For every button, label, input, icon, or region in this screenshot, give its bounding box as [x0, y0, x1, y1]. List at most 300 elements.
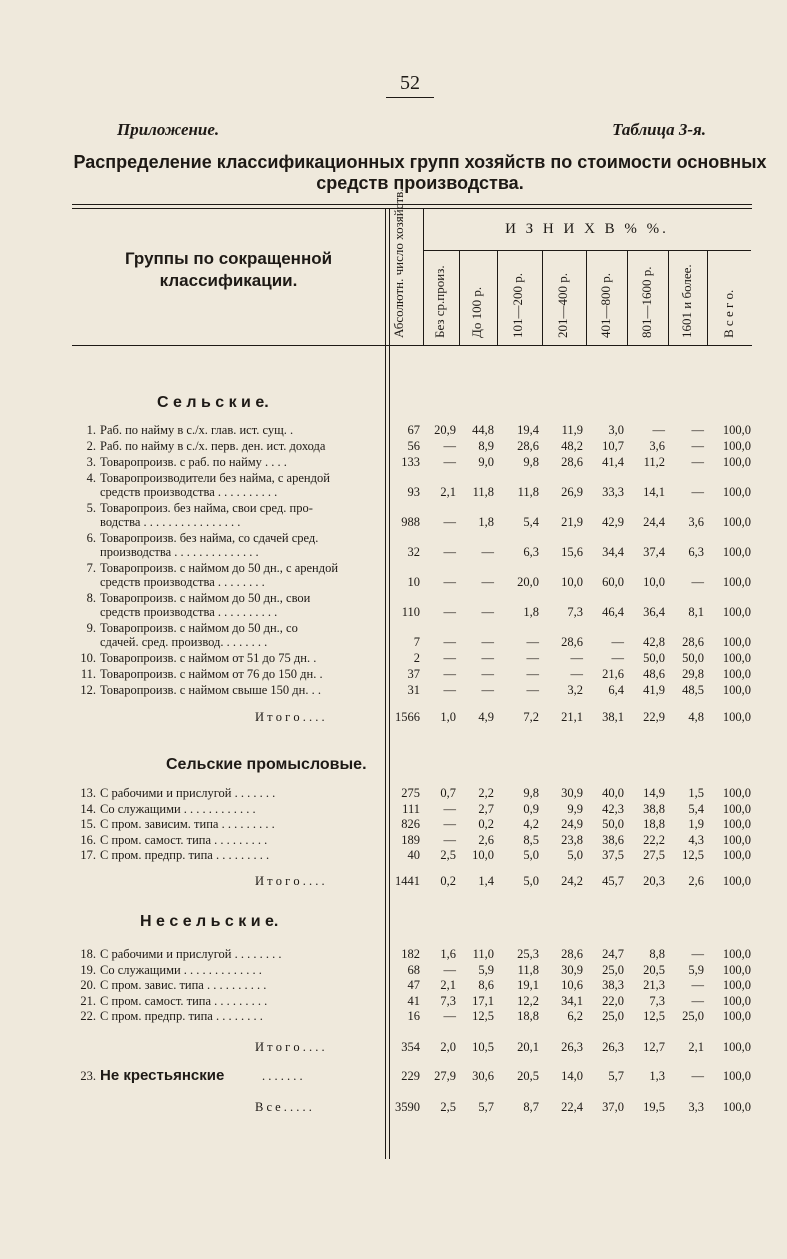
cell-percent: 26,9	[561, 485, 583, 499]
cell-percent: 1,5	[688, 786, 704, 800]
title-line-2: средств производства.	[316, 173, 524, 193]
cell-percent: 7,3	[440, 993, 456, 1008]
cell-percent: —	[443, 575, 456, 589]
cell-percent: 21,9	[561, 515, 583, 529]
row-index: 6.	[86, 531, 96, 545]
row-label: Товаропроизв. с раб. по найму . . . .	[100, 455, 287, 469]
cell-percent: 30,9	[561, 962, 583, 977]
cell-percent: 8,9	[478, 439, 494, 453]
cell-percent: —	[691, 947, 704, 961]
cell-percent: —	[526, 683, 539, 697]
cell-percent: —	[691, 993, 704, 1008]
cell-abs: 41	[407, 993, 420, 1008]
cell-percent: 100,0	[722, 1100, 751, 1114]
cell-percent: 38,6	[602, 832, 624, 847]
cell-percent: 14,1	[643, 485, 665, 499]
cell-percent: 1,6	[440, 947, 456, 961]
cell-percent: —	[691, 455, 704, 469]
cell-percent: 100,0	[722, 993, 751, 1008]
col-header-6: 1601 и более.	[679, 264, 694, 338]
cell-percent: 12,7	[643, 1040, 665, 1054]
column-rule	[497, 251, 498, 345]
groups-header: Группы по сокращенной классификации.	[124, 249, 333, 290]
cell-percent: 11,8	[517, 485, 539, 499]
cell-percent: —	[443, 455, 456, 469]
cell-percent: 33,3	[602, 485, 624, 499]
row-index: 15.	[80, 817, 96, 831]
cell-percent: 34,4	[602, 545, 624, 559]
cell-percent: —	[526, 635, 539, 649]
table-row	[0, 605, 787, 619]
cell-percent: 20,5	[643, 962, 665, 977]
cell-percent: 5,7	[608, 1069, 624, 1083]
table-row	[0, 651, 787, 665]
column-rule	[586, 251, 587, 345]
cell-percent: 10,0	[561, 575, 583, 589]
cell-percent: —	[526, 667, 539, 681]
cell-percent: 22,9	[643, 710, 665, 724]
cell-percent: 37,0	[602, 1100, 624, 1114]
cell-percent: 100,0	[722, 978, 751, 992]
cell-percent: 38,8	[643, 801, 665, 816]
cell-percent: —	[611, 651, 624, 665]
cell-percent: 25,0	[602, 962, 624, 977]
cell-percent: 48,2	[561, 439, 583, 453]
cell-percent: 100,0	[722, 575, 751, 589]
abs-header: Абсолютн. число хозяйств.	[391, 188, 406, 338]
title-line-1: Распределение классификационных групп хозяйств по стоимости основных	[73, 152, 767, 172]
table-row	[0, 710, 787, 724]
cell-percent: 20,5	[517, 1069, 539, 1083]
cell-percent: 11,9	[561, 423, 583, 437]
cell-percent: 100,0	[722, 832, 751, 847]
cell-percent: —	[443, 515, 456, 529]
cell-percent: 6,2	[567, 1009, 583, 1023]
cell-percent: 5,7	[478, 1100, 494, 1114]
row-index: 13.	[80, 786, 96, 800]
cell-abs: 67	[407, 423, 420, 437]
cell-percent: —	[443, 651, 456, 665]
cell-percent: 100,0	[722, 801, 751, 816]
cell-percent: 100,0	[722, 683, 751, 697]
cell-percent: 19,5	[643, 1100, 665, 1114]
cell-percent: 24,9	[561, 817, 583, 831]
cell-abs: 988	[401, 515, 420, 529]
row-index: 4.	[86, 471, 96, 485]
cell-percent: 27,9	[434, 1069, 456, 1083]
cell-percent: —	[611, 635, 624, 649]
header-bottom-rule	[72, 345, 752, 346]
cell-percent: 100,0	[722, 817, 751, 831]
cell-percent: 19,4	[517, 423, 539, 437]
cell-percent: 41,9	[643, 683, 665, 697]
cell-percent: 42,9	[602, 515, 624, 529]
cell-percent: 22,2	[643, 832, 665, 847]
cell-percent: 3,6	[688, 515, 704, 529]
cell-percent: —	[570, 651, 583, 665]
row-label: С пром. завис. типа . . . . . . . . . .	[100, 978, 267, 992]
cell-percent: 8,7	[523, 1100, 539, 1114]
cell-percent: 1,3	[649, 1069, 665, 1083]
cell-percent: 2,6	[688, 874, 704, 888]
cell-percent: 7,3	[567, 605, 583, 619]
cell-percent: 22,0	[602, 993, 624, 1008]
top-rule-2	[72, 208, 752, 209]
cell-percent: —	[691, 439, 704, 453]
cell-percent: 100,0	[722, 439, 751, 453]
row-label: Товаропроизв. с наймом от 51 до 75 дн. .	[100, 651, 317, 665]
cell-percent: 5,4	[523, 515, 539, 529]
cell-percent: —	[652, 423, 665, 437]
row-index: 3.	[86, 455, 96, 469]
cell-percent: 27,5	[643, 848, 665, 862]
table-row	[0, 978, 787, 992]
cell-abs: 111	[402, 801, 420, 816]
cell-percent: 28,6	[561, 455, 583, 469]
table-row	[0, 994, 787, 1008]
cell-percent: 100,0	[722, 874, 751, 888]
cell-percent: 11,8	[517, 962, 539, 977]
cell-percent: —	[570, 667, 583, 681]
row-label: Товаропроизв. с наймом от 76 до 150 дн. .	[100, 667, 323, 681]
cell-percent: 12,5	[472, 1009, 494, 1023]
row-index: 14.	[80, 801, 96, 816]
cell-percent: 29,8	[682, 667, 704, 681]
cell-percent: 11,0	[472, 947, 494, 961]
cell-abs: 68	[407, 962, 420, 977]
row-index: 21.	[80, 993, 96, 1008]
cell-percent: 5,4	[688, 801, 704, 816]
cell-percent: 1,4	[478, 874, 494, 888]
cell-percent: —	[443, 605, 456, 619]
col-header-5: 801—1600 р.	[639, 266, 654, 338]
row-label: В с е . . . . .	[255, 1100, 312, 1114]
row-index: 22.	[80, 1009, 96, 1023]
cell-percent: 2,6	[478, 832, 494, 847]
cell-percent: —	[691, 978, 704, 992]
cell-percent: 100,0	[722, 962, 751, 977]
cell-percent: —	[691, 485, 704, 499]
cell-percent: 100,0	[722, 1009, 751, 1023]
cell-percent: —	[481, 605, 494, 619]
cell-percent: 100,0	[722, 485, 751, 499]
page-number-underline	[386, 97, 434, 98]
section-rural-craft: Сельские промысловые.	[166, 756, 367, 773]
cell-abs: 16	[407, 1009, 420, 1023]
cell-percent: —	[443, 667, 456, 681]
row-index: 20.	[80, 978, 96, 992]
cell-percent: 11,2	[643, 455, 665, 469]
cell-percent: 30,6	[472, 1069, 494, 1083]
cell-percent: 20,0	[517, 575, 539, 589]
cell-percent: 2,5	[440, 1100, 456, 1114]
cell-percent: —	[481, 667, 494, 681]
cell-percent: —	[443, 1009, 456, 1023]
cell-percent: 41,4	[602, 455, 624, 469]
table-row	[0, 1009, 787, 1023]
cell-percent: 1,8	[523, 605, 539, 619]
cell-percent: 2,5	[440, 848, 456, 862]
cell-percent: —	[526, 651, 539, 665]
cell-percent: 6,4	[608, 683, 624, 697]
cell-percent: 6,3	[523, 545, 539, 559]
row-index: 18.	[80, 947, 96, 961]
cell-percent: 10,0	[643, 575, 665, 589]
cell-percent: 0,7	[440, 786, 456, 800]
cell-percent: 28,6	[561, 635, 583, 649]
cell-percent: 2,7	[478, 801, 494, 816]
cell-percent: 28,6	[561, 947, 583, 961]
cell-percent: 21,3	[643, 978, 665, 992]
table-row	[0, 1100, 787, 1114]
row-dots: . . . . . . .	[262, 1069, 303, 1083]
cell-percent: 40,0	[602, 786, 624, 800]
cell-percent: —	[481, 545, 494, 559]
cell-percent: —	[481, 683, 494, 697]
table-row	[0, 848, 787, 862]
row-label: С пром. предпр. типа . . . . . . . . .	[100, 848, 270, 862]
cell-percent: 5,9	[688, 962, 704, 977]
cell-percent: 10,0	[472, 848, 494, 862]
row-index: 19.	[80, 962, 96, 977]
cell-percent: 42,8	[643, 635, 665, 649]
cell-percent: 18,8	[517, 1009, 539, 1023]
cell-percent: 5,0	[567, 848, 583, 862]
cell-percent: 48,6	[643, 667, 665, 681]
cell-abs: 31	[407, 683, 420, 697]
cell-percent: —	[443, 635, 456, 649]
table-row	[0, 874, 787, 888]
cell-percent: 1,0	[440, 710, 456, 724]
cell-percent: 22,4	[561, 1100, 583, 1114]
col-header-7: В с е г о.	[721, 289, 736, 338]
cell-abs: 1566	[395, 710, 420, 724]
cell-abs: 189	[401, 832, 420, 847]
cell-abs: 32	[407, 545, 420, 559]
cell-abs: 229	[401, 1069, 420, 1083]
cell-percent: 46,4	[602, 605, 624, 619]
cell-percent: —	[481, 651, 494, 665]
cell-percent: 12,5	[682, 848, 704, 862]
cell-percent: 60,0	[602, 575, 624, 589]
cell-percent: 2,1	[688, 1040, 704, 1054]
column-rule	[459, 251, 460, 345]
subheader-rule	[423, 250, 751, 251]
row-label: И т о г о . . . .	[255, 1040, 325, 1054]
cell-percent: 2,1	[440, 978, 456, 992]
table-row	[0, 802, 787, 816]
cell-percent: 21,6	[602, 667, 624, 681]
table-row	[0, 575, 787, 589]
row-label: Товаропроизв. с наймом до 50 дн., со	[100, 621, 298, 635]
cell-percent: 28,6	[517, 439, 539, 453]
cell-percent: 100,0	[722, 848, 751, 862]
cell-percent: 9,8	[523, 786, 539, 800]
cell-percent: —	[481, 575, 494, 589]
cell-percent: 42,3	[602, 801, 624, 816]
cell-percent: 38,3	[602, 978, 624, 992]
table-row	[0, 485, 787, 499]
cell-percent: 24,4	[643, 515, 665, 529]
column-rule	[542, 251, 543, 345]
col-header-0: Без ср.произ.	[432, 265, 447, 338]
cell-percent: 45,7	[602, 874, 624, 888]
row-label: И т о г о . . . .	[255, 874, 325, 888]
cell-percent: 2,1	[440, 485, 456, 499]
table-row	[0, 963, 787, 977]
cell-percent: 5,0	[523, 874, 539, 888]
cell-percent: 28,6	[682, 635, 704, 649]
row-index: 1.	[86, 423, 96, 437]
cell-percent: 0,2	[440, 874, 456, 888]
cell-abs: 93	[407, 485, 420, 499]
page-number: 52	[400, 72, 420, 94]
row-label: С рабочими и прислугой . . . . . . . .	[100, 947, 282, 961]
cell-abs: 47	[407, 978, 420, 992]
cell-percent: 0,2	[478, 817, 494, 831]
appendix-label: Приложение.	[117, 120, 220, 139]
cell-percent: 9,8	[523, 455, 539, 469]
cell-percent: 100,0	[722, 605, 751, 619]
table-row	[0, 667, 787, 681]
cell-percent: 100,0	[722, 515, 751, 529]
top-rule	[72, 204, 752, 205]
row-label: С пром. самост. типа . . . . . . . . .	[100, 832, 268, 847]
cell-percent: 3,6	[649, 439, 665, 453]
cell-abs: 182	[401, 947, 420, 961]
row-label: С рабочими и прислугой . . . . . . .	[100, 786, 276, 800]
table-number: Таблица 3-я.	[612, 120, 706, 139]
row-label: С пром. самост. типа . . . . . . . . .	[100, 993, 268, 1008]
cell-percent: 1,9	[688, 817, 704, 831]
cell-percent: —	[691, 575, 704, 589]
cell-percent: 50,0	[682, 651, 704, 665]
cell-abs: 37	[407, 667, 420, 681]
cell-percent: 50,0	[602, 817, 624, 831]
table-row	[0, 817, 787, 831]
cell-percent: 100,0	[722, 947, 751, 961]
cell-percent: 100,0	[722, 423, 751, 437]
cell-percent: 15,6	[561, 545, 583, 559]
cell-percent: 19,1	[517, 978, 539, 992]
cell-percent: 24,7	[602, 947, 624, 961]
table-row	[0, 531, 787, 545]
cell-percent: 37,4	[643, 545, 665, 559]
cell-percent: 0,9	[523, 801, 539, 816]
column-rule	[627, 251, 628, 345]
row-label: Товаропроизводители без найма, с арендой	[100, 471, 330, 485]
cell-percent: 100,0	[722, 1069, 751, 1083]
column-rule	[707, 251, 708, 345]
cell-abs: 275	[401, 786, 420, 800]
table-row	[0, 439, 787, 453]
cell-percent: 8,1	[688, 605, 704, 619]
row-label: Со служащими . . . . . . . . . . . .	[100, 801, 256, 816]
cell-percent: —	[443, 683, 456, 697]
cell-percent: 2,2	[478, 786, 494, 800]
cell-abs: 40	[407, 848, 420, 862]
row-label: Товаропроизв. без найма, со сдачей сред.	[100, 531, 319, 545]
cell-abs: 56	[407, 439, 420, 453]
cell-abs: 3590	[395, 1100, 420, 1114]
cell-percent: —	[691, 1069, 704, 1083]
cell-percent: 34,1	[561, 993, 583, 1008]
cell-percent: —	[691, 423, 704, 437]
row-label: Со служащими . . . . . . . . . . . . .	[100, 962, 262, 977]
cell-percent: 4,8	[688, 710, 704, 724]
cell-percent: 4,9	[478, 710, 494, 724]
row-label: Товаропроизв. с наймом до 50 дн., с арендой	[100, 561, 339, 575]
row-index: 8.	[86, 591, 96, 605]
cell-percent: 11,8	[472, 485, 494, 499]
cell-percent: 12,2	[517, 993, 539, 1008]
row-index: 5.	[86, 501, 96, 515]
row-index: 9.	[86, 621, 96, 635]
row-label: Раб. по найму в с./х. глав. ист. сущ. .	[100, 423, 294, 437]
cell-abs: 133	[401, 455, 420, 469]
row-label: средств производства . . . . . . . .	[100, 575, 265, 589]
cell-abs: 2	[413, 651, 420, 665]
cell-percent: 24,2	[561, 874, 583, 888]
cell-percent: 100,0	[722, 1040, 751, 1054]
row-index: 17.	[80, 848, 96, 862]
table-title	[60, 152, 780, 194]
cell-percent: 17,1	[472, 993, 494, 1008]
table-row	[0, 423, 787, 437]
cell-percent: 25,0	[682, 1009, 704, 1023]
col-header-1: До 100 р.	[469, 286, 484, 338]
cell-abs: 110	[401, 605, 420, 619]
cell-percent: 2,0	[440, 1040, 456, 1054]
cell-percent: 14,9	[643, 786, 665, 800]
col-header-3: 201—400 р.	[555, 273, 570, 338]
cell-abs: 354	[401, 1040, 420, 1054]
cell-percent: 10,6	[561, 978, 583, 992]
table-row	[0, 833, 787, 847]
cell-percent: 100,0	[722, 545, 751, 559]
cell-percent: 7,2	[523, 710, 539, 724]
row-label: Раб. по найму в с./х. перв. ден. ист. дохода	[100, 439, 326, 453]
row-label: С пром. предпр. типа . . . . . . . .	[100, 1009, 263, 1023]
table-row	[0, 591, 787, 605]
row-index: 10.	[80, 651, 96, 665]
cell-percent: 20,3	[643, 874, 665, 888]
cell-percent: 5,9	[478, 962, 494, 977]
cell-percent: 23,8	[561, 832, 583, 847]
cell-percent: —	[443, 439, 456, 453]
cell-percent: 100,0	[722, 455, 751, 469]
cell-percent: 100,0	[722, 667, 751, 681]
table-row	[0, 1040, 787, 1054]
of-them-header: И З Н И Х В % %.	[505, 221, 669, 237]
cell-abs: 826	[401, 817, 420, 831]
cell-percent: 8,6	[478, 978, 494, 992]
row-label: средств производства . . . . . . . . . .	[100, 605, 278, 619]
cell-abs: 7	[413, 635, 420, 649]
cell-percent: 10,5	[472, 1040, 494, 1054]
table-row	[0, 561, 787, 575]
table-row	[0, 786, 787, 800]
cell-percent: 48,5	[682, 683, 704, 697]
cell-percent: —	[481, 635, 494, 649]
row-index: 11.	[80, 667, 96, 681]
column-rule	[668, 251, 669, 345]
col-header-2: 101—200 р.	[510, 273, 525, 338]
row-label: Товаропроизв. с наймом свыше 150 дн. . .	[100, 683, 321, 697]
row-index: 7.	[86, 561, 96, 575]
table-row	[0, 683, 787, 697]
cell-percent: 18,8	[643, 817, 665, 831]
